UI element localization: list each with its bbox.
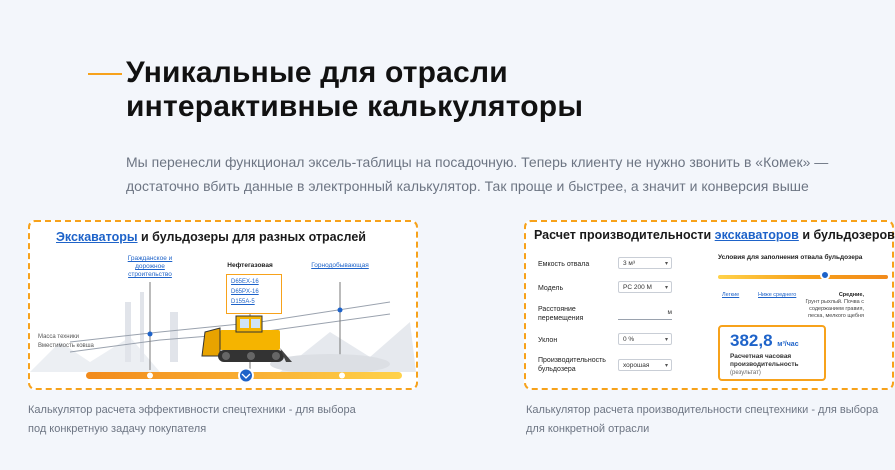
condition-medium-title: Средние, — [838, 292, 864, 298]
model-select[interactable] — [618, 281, 672, 293]
card2-title-highlight[interactable]: экскаваторов — [714, 228, 799, 242]
productivity-select[interactable] — [618, 359, 672, 371]
description-line-1: Мы перенесли функционал эксель-таблицы на посадочную. Теперь клиенту не нужно звонить в «Комек» — — [126, 154, 829, 170]
select-value: хорошая — [623, 362, 650, 369]
select-value: 3 м³ — [623, 260, 636, 267]
page-description — [126, 150, 829, 198]
conditions-slider[interactable] — [718, 275, 888, 279]
card1-title — [56, 230, 366, 244]
card2-title-prefix: Расчет производительности — [534, 228, 715, 242]
side-label-bucket: Вместимость ковша — [38, 343, 94, 349]
industry-mining-link[interactable]: Горнодобывающая — [311, 262, 369, 269]
result-note: (результат) — [730, 370, 761, 376]
chevron-down-icon: ▾ — [664, 261, 668, 267]
field-label-blade: Емкость отвала — [538, 261, 590, 268]
description-line-2: достаточно вбить данные в электронный калькулятор. Так проще и быстрее, а значит и конверсия выше — [126, 178, 809, 194]
model-link[interactable]: D155A-5 — [231, 299, 255, 305]
result-label: Расчетная часовая производительность — [730, 353, 799, 368]
select-value: PC 200 M — [623, 284, 652, 291]
conditions-title: Условия для заполнения отвала бульдозера — [718, 254, 863, 261]
distance-input[interactable]: м — [618, 307, 672, 320]
chevron-down-icon: ▾ — [664, 285, 668, 291]
side-label-mass: Масса техники — [38, 334, 79, 340]
condition-medium-text: Грунт рыхлый. Почва с содержанием гравия, песка, мелкого щебня — [805, 299, 864, 319]
efficiency-calculator-card[interactable] — [28, 220, 418, 390]
page-title — [126, 56, 583, 124]
heading-accent-line — [88, 73, 122, 75]
page-title-line-1: Уникальные для отрасли — [126, 56, 508, 89]
result-value — [730, 331, 799, 351]
select-value: 0 % — [623, 336, 635, 343]
card2-caption-line-2: для конкретной отрасли — [526, 423, 650, 435]
bulldozer-illustration — [30, 222, 416, 388]
card1-caption-line-2: под конкретную задачу покупателя — [28, 423, 207, 435]
slope-select[interactable] — [618, 333, 672, 345]
field-label-model: Модель — [538, 285, 564, 292]
tick-below-average[interactable]: Ниже среднего — [758, 292, 797, 298]
field-label-slope: Уклон — [538, 337, 558, 344]
card2-title-suffix: и бульдозеров — [798, 228, 895, 242]
result-unit: м³/час — [777, 341, 799, 348]
page-title-line-2: интерактивные калькуляторы — [126, 90, 584, 123]
card1-title-highlight[interactable]: Экскаваторы — [56, 230, 138, 244]
result-number: 382,8 — [730, 331, 773, 350]
field-label-productivity: Производительность бульдозера — [538, 357, 606, 373]
chevron-down-icon: ▾ — [664, 363, 668, 369]
card1-caption — [28, 401, 356, 439]
model-link[interactable]: D65PX-16 — [231, 289, 259, 295]
chevron-down-icon: ▾ — [664, 337, 668, 343]
card2-caption — [526, 401, 878, 439]
result-box — [718, 325, 826, 381]
condition-medium-desc — [794, 292, 864, 320]
industry-civil-link[interactable]: Гражданское и дорожное строительство — [127, 255, 173, 278]
card1-title-rest: и бульдозеры для разных отраслей — [137, 230, 366, 244]
card1-caption-line-1: Калькулятор расчета эффективности спецтехники - для выбора — [28, 404, 356, 416]
slider-knob[interactable] — [239, 369, 253, 383]
productivity-calculator-card[interactable] — [524, 220, 894, 390]
model-tooltip — [226, 274, 282, 314]
card2-title — [534, 228, 895, 242]
field-label-distance: Расстояние перемещения — [538, 306, 584, 322]
tick-light[interactable]: Легкие — [722, 292, 740, 298]
industry-oil-label[interactable]: Нефтегазовая — [227, 262, 273, 269]
conditions-slider-knob[interactable] — [820, 270, 830, 280]
model-link[interactable]: D65EX-16 — [231, 279, 259, 285]
blade-capacity-select[interactable] — [618, 257, 672, 269]
card2-caption-line-1: Калькулятор расчета производительности спецтехники - для выбора — [526, 404, 879, 416]
